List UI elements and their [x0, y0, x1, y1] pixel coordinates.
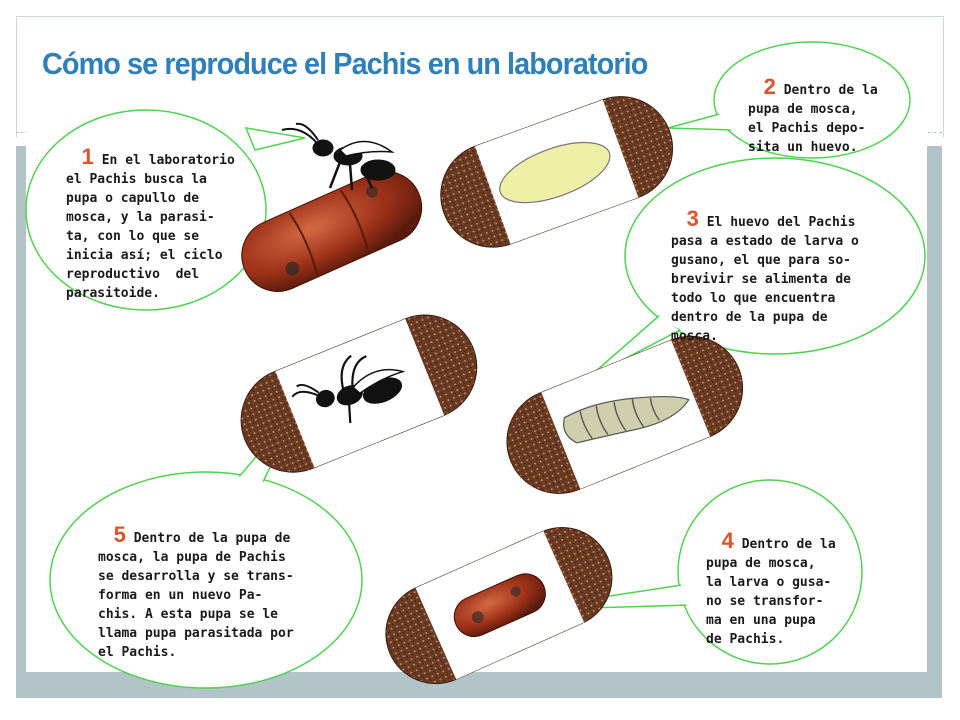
- step-5-line: llama pupa parasitada por: [98, 626, 294, 641]
- step-1-text: [66, 128, 235, 303]
- step-2-line: sita un huevo.: [748, 140, 858, 155]
- step-4-line: de Pachis.: [706, 632, 785, 647]
- pupa-with-adult-pachis: [225, 299, 492, 488]
- step-1-line: el Pachis busca la: [66, 172, 207, 187]
- wasp-icon: [282, 124, 395, 190]
- step-3-number: 3: [686, 206, 699, 231]
- step-5-text: [98, 506, 294, 662]
- step-1-line: mosca, y la parasi-: [66, 210, 215, 225]
- step-2-number: 2: [763, 74, 776, 99]
- step-4-line: la larva o gusa-: [706, 575, 832, 590]
- step-5-line: chis. A esta pupa se le: [98, 607, 279, 622]
- step-1-line: En el laboratorio: [101, 153, 235, 168]
- step-3-text: [671, 190, 859, 346]
- step-4-line: Dentro de la: [741, 537, 836, 552]
- step-4-line: no se transfor-: [706, 594, 824, 609]
- step-2-line: Dentro de la: [783, 83, 878, 98]
- step-1-number: 1: [81, 144, 94, 169]
- step-3-line: pasa a estado de larva o: [671, 234, 859, 249]
- step-5-line: forma en un nuevo Pa-: [98, 588, 263, 603]
- step-5-line: mosca, la pupa de Pachis: [98, 550, 286, 565]
- step-1-line: parasitoide.: [66, 286, 160, 301]
- step-1-line: pupa o capullo de: [66, 191, 200, 206]
- step-3-line: gusano, el que para so-: [671, 253, 852, 268]
- step-3-line: El huevo del Pachis: [706, 215, 856, 230]
- step-1-line: reproductivo del: [66, 267, 200, 282]
- pupa-with-pachis-pupa: [370, 512, 628, 700]
- step-2-text: [748, 58, 878, 157]
- step-5-line: Dentro de la pupa de: [133, 531, 291, 546]
- step-4-number: 4: [721, 528, 734, 553]
- step-4-line: ma en una pupa: [706, 613, 816, 628]
- step-5-number: 5: [113, 522, 126, 547]
- step-2-line: el Pachis depo-: [748, 121, 866, 136]
- step-3-line: brevivir se alimenta de: [671, 272, 852, 287]
- step-3-line: todo lo que encuentra: [671, 291, 836, 306]
- step-3-line: dentro de la pupa de: [671, 310, 828, 325]
- step-4-text: [706, 512, 836, 649]
- step-1-line: ta, con lo que se: [66, 229, 200, 244]
- step-5-line: se desarrolla y se trans-: [98, 569, 294, 584]
- diagram-title: Cómo se reproduce el Pachis en un laboratorio: [42, 46, 648, 81]
- step-3-line: mosca.: [671, 329, 718, 344]
- step-5-line: el Pachis.: [98, 645, 177, 660]
- step-1-line: inicia así; el ciclo: [66, 248, 223, 263]
- step-4-line: pupa de mosca,: [706, 556, 816, 571]
- step-2-line: pupa de mosca,: [748, 102, 858, 117]
